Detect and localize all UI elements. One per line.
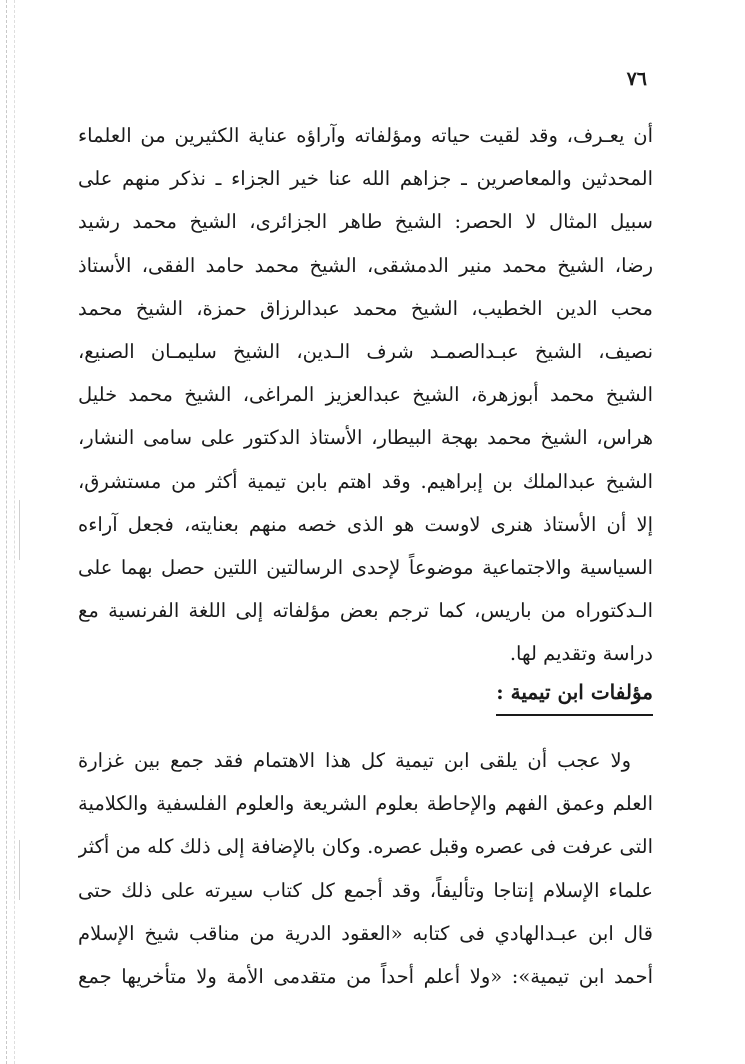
text-line: ولا عجب أن يلقى ابن تيمية كل هذا الاهتمام فقد جمع بين غزارة <box>78 749 631 772</box>
text-line: العلم وعمق الفهم والإحاطة بعلوم الشريعة والعلوم الفلسفية والكلامية <box>78 792 653 816</box>
scan-edge-mark <box>14 0 15 1064</box>
text-line: أحمد ابن تيمية»: «ولا أعلم أحداً من متقدمى الأمة ولا متأخريها جمع <box>78 964 653 988</box>
text-line: الشيخ عبدالملك بن إبراهيم. وقد اهتم بابن تيمية أكثر من مستشرق، <box>78 469 653 493</box>
text-line: سبيل المثال لا الحصر: الشيخ طاهر الجزائرى، الشيخ محمد رشيد <box>78 210 653 234</box>
text-line: السياسية والاجتماعية موضوعاً لإحدى الرسالتين اللتين حصل بهما على <box>78 555 653 579</box>
scan-edge-mark <box>19 840 20 900</box>
paragraph-2 <box>78 739 653 998</box>
paragraph-1 <box>78 114 653 675</box>
text-line: نصيف، الشيخ عبـدالصمـد شرف الـدين، الشيخ سليمـان الصنيع، <box>78 339 653 363</box>
scan-edge-mark <box>19 500 20 560</box>
text-line: قال ابن عبـدالهادي فى كتابه «العقود الدرية من مناقب شيخ الإسلام <box>78 921 653 945</box>
text-line: علماء الإسلام إنتاجا وتأليفاً، وقد أجمع كل كتاب سيرته على ذلك حتى <box>78 878 653 902</box>
page-number: ٧٦ <box>626 68 647 90</box>
section-heading: مؤلفات ابن تيمية : <box>496 672 653 716</box>
text-line: الشيخ محمد أبوزهرة، الشيخ عبدالعزيز المراغى، الشيخ محمد خليل <box>78 383 653 407</box>
text-line: محب الدين الخطيب، الشيخ محمد عبدالرزاق حمزة، الشيخ محمد <box>78 296 653 320</box>
text-line: رضا، الشيخ محمد منير الدمشقى، الشيخ محمد حامد الفقى، الأستاذ <box>78 253 653 277</box>
scan-edge-mark <box>6 0 7 1064</box>
text-line: أن يعـرف، وقد لقيت حياته ومؤلفاته وآراؤه عناية الكثيرين من العلماء <box>78 124 653 147</box>
text-line: المحدثين والمعاصرين ـ جزاهم الله عنا خير الجزاء ـ نذكر منهم على <box>78 167 653 191</box>
text-line: التى عرفت فى عصره وقبل عصره. وكان بالإضافة إلى ذلك كله من أكثر <box>78 835 653 859</box>
text-line: إلا أن الأستاذ هنرى لاوست هو الذى خصه منهم بعنايته، فجعل آراءه <box>78 512 653 536</box>
text-line: هراس، الشيخ محمد بهجة البيطار، الأستاذ الدكتور على سامى النشار، <box>78 426 653 450</box>
text-line: الـدكتوراه من باريس، كما ترجم بعض مؤلفاته إلى اللغة الفرنسية مع <box>78 599 653 623</box>
text-line: دراسة وتقديم لها. <box>509 642 653 666</box>
